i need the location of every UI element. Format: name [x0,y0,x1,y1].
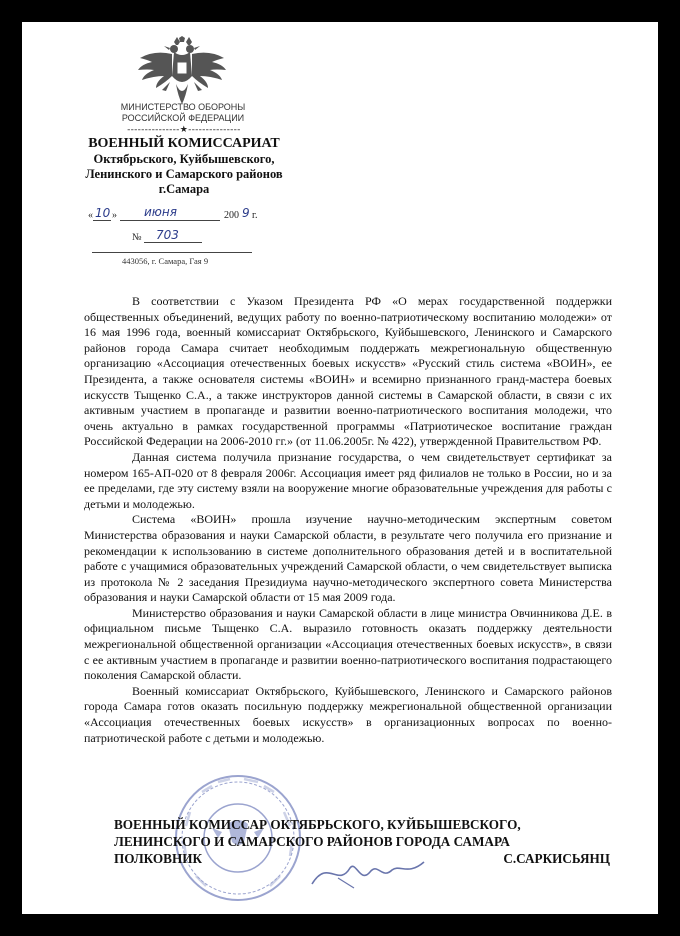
org-title: ВОЕННЫЙ КОМИССАРИАТ [88,136,280,151]
number-underline [144,242,202,243]
double-headed-eagle-emblem-icon [134,36,230,110]
paragraph: В соответствии с Указом Президента РФ «О мерах государственной поддержки общественных объединений, ведущих работу по военно-патриотическому воспитанию молодежи» от 16 мая 1996 года, военный комиссариат Октябрьского, Куйбышевского, Ленинского и Самарского районов города Самара считает необходимым поддержать межрегиональную общественную организацию «Ассоциация отечественных боевых искусств» «Русский стиль система «ВОИН», ее Президента, а также основателя системы «ВОИН» и всемирно признанного гранд-мастера боевых искусств Тыщенко С.А., а также инструкторов данной системы в Самарской области, в связи с их активным участием в пропаганде и развитии военно-патриотического воспитания молодежи, что очень актуально в рамках государственной программы «Патриотическое воспитание граждан Российской Федерации на 2006-2010 гг.» (от 11.06.2005г. № 422), утвержденной Правительством РФ. [84,294,612,449]
date-line [88,205,288,226]
header-divider: ---------------★--------------- [127,124,241,134]
ministry-line: МИНИСТЕРСТВО ОБОРОНЫ [120,102,246,112]
signatory-rank: ПОЛКОВНИК [114,851,203,866]
month-underline [120,220,220,221]
address: 443056, г. Самара, Гая 9 [122,256,209,266]
day-underline [93,220,111,221]
paragraph: Данная система получила признание государства, о чем свидетельствует сертификат за номером 165-АП-020 от 8 февраля 2006г. Ассоциация имеет ряд филиалов не только в России, но и за ее пределами, где эту систему взяли на вооружение многие образовательные учреждения для работы с детьми и молодежью. [84,449,612,511]
signatory-position-line: ВОЕННЫЙ КОМИССАР ОКТЯБРЬСКОГО, КУЙБЫШЕВСКОГО, [114,817,521,832]
letter-body [84,294,612,746]
signatory-rank-name-row [114,850,610,867]
organization-name [64,135,304,197]
document-page [22,22,658,914]
org-line: Октябрьского, Куйбышевского, [93,152,275,166]
document-number: 703 [156,228,179,242]
paragraph: Система «ВОИН» прошла изучение научно-методическим экспертным советом Министерства образования и науки Самарской области, в результате чего получила его признание и рекомендации к использованию в системе дополнительного образования детей и в воспитательной работе с учащимися образовательных учреждений Самарской области, о чем свидетельствует выписка из протокола № 2 заседания Президиума научно-методического экспертного совета Министерства образования и науки Самарской области от 15 мая 2009 года. [84,512,612,605]
signature-block [114,816,610,867]
paragraph: Министерство образования и науки Самарской области в лице министра Овчинникова Д.Е. в официальном письме Тыщенко С.А. выразило готовность оказать поддержку деятельности межрегиональной общественной организации «Ассоциация отечественных боевых искусств», в связи с ее активным участием в пропаганде и развитии военно-патриотического воспитания подрастающего поколения Самарской области. [84,605,612,683]
date-year-prefix: 200 [224,210,239,221]
org-line: г.Самара [158,182,210,196]
date-close-quote: » [112,210,117,221]
date-open-quote: « [88,210,93,221]
date-day: 10 [95,206,111,220]
ministry-name [84,102,282,124]
signatory-position-line: ЛЕНИНСКОГО И САМАРСКОГО РАЙОНОВ ГОРОДА САМАРА [114,834,510,849]
paragraph: Военный комиссариат Октябрьского, Куйбышевского, Ленинского и Самарского районов города Самара готов оказать посильную поддержку межрегиональной общественной организации «Ассоциация отечественных боевых искусств» в организационных вопросах по военно-патриотической работе с детьми и молодежью. [84,683,612,745]
ministry-line: РОССИЙСКОЙ ФЕДЕРАЦИИ [121,113,245,123]
number-label: № [132,232,142,243]
address-rule [92,252,252,253]
signatory-name: С.САРКИСЬЯНЦ [503,851,610,866]
date-year-suffix: 9 [242,206,250,220]
document-number-line [132,230,232,246]
org-line: Ленинского и Самарского районов [85,167,283,181]
date-month: июня [144,205,177,219]
date-year-unit: г. [252,210,258,221]
